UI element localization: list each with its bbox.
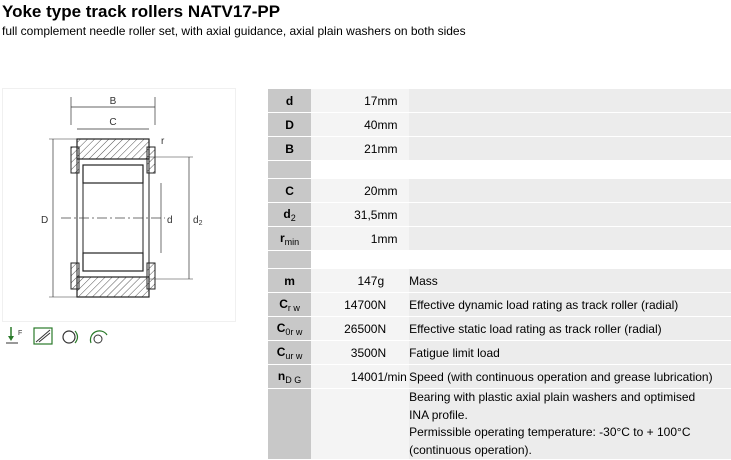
unit-cell: mm — [377, 89, 409, 113]
description-cell: Effective static load rating as track roller (radial) — [409, 317, 731, 341]
value-cell: 1 — [311, 227, 377, 251]
unit-cell: mm — [377, 203, 409, 227]
description-cell — [409, 227, 731, 251]
table-row — [268, 317, 731, 341]
symbol-cell: m — [268, 269, 311, 293]
notes-cell — [409, 389, 731, 460]
bearing-cross-section-drawing — [2, 88, 236, 322]
description-cell — [409, 89, 731, 113]
unit-cell: N — [377, 341, 409, 365]
description-cell — [409, 137, 731, 161]
table-row — [268, 203, 731, 227]
unit-cell: mm — [377, 113, 409, 137]
unit-cell: mm — [377, 227, 409, 251]
table-spacer — [268, 251, 731, 269]
page-subtitle: full complement needle roller set, with axial guidance, axial plain washers on both sides — [2, 24, 466, 38]
note-line: (continuous operation). — [409, 442, 532, 457]
symbol-cell: $d_2$ — [268, 203, 311, 227]
load-direction-icon — [4, 325, 26, 347]
table-row — [268, 89, 731, 113]
table-row — [268, 137, 731, 161]
table-row — [268, 179, 731, 203]
table-row — [268, 269, 731, 293]
dim-label-outer-d: D — [41, 215, 49, 226]
description-cell — [409, 179, 731, 203]
speed-rating-icon — [88, 325, 110, 347]
dim-label-bore-d: d — [167, 215, 173, 226]
description-cell: Effective dynamic load rating as track roller (radial) — [409, 293, 731, 317]
description-cell: Speed (with continuous operation and grease lubrication) — [409, 365, 731, 389]
svg-text:F: F — [18, 330, 23, 337]
specifications-table — [268, 89, 731, 460]
axial-guidance-icon — [32, 325, 54, 347]
table-row — [268, 227, 731, 251]
dim-label-r: r — [161, 136, 165, 147]
value-cell: 20 — [311, 179, 377, 203]
table-row — [268, 293, 731, 317]
symbol-cell: $C_{0r w}$ — [268, 317, 311, 341]
symbol-cell: $n_{D G}$ — [268, 365, 311, 389]
description-cell — [409, 113, 731, 137]
note-line: Permissible operating temperature: -30°C to + 100°C — [409, 425, 691, 439]
symbol-cell: $C_{ur w}$ — [268, 341, 311, 365]
symbol-cell: $C_{r w}$ — [268, 293, 311, 317]
page-title: Yoke type track rollers NATV17-PP — [2, 2, 281, 21]
value-cell: 21 — [311, 137, 377, 161]
bearing-drawing-svg — [3, 89, 235, 321]
dim-label-c: C — [109, 117, 117, 128]
table-spacer — [268, 161, 731, 179]
unit-cell: mm — [377, 137, 409, 161]
unit-cell: mm — [377, 179, 409, 203]
value-cell: 147 — [311, 269, 377, 293]
symbol-cell: C — [268, 179, 311, 203]
note-line: Bearing with plastic axial plain washers and optimised — [409, 390, 696, 404]
unit-cell: N — [377, 293, 409, 317]
lubrication-icon — [60, 325, 82, 347]
value-cell: 31,5 — [311, 203, 377, 227]
description-cell: Mass — [409, 269, 731, 293]
value-cell: 3500 — [311, 341, 377, 365]
note-line: INA profile. — [409, 407, 468, 422]
table-row — [268, 365, 731, 389]
value-cell: 26500 — [311, 317, 377, 341]
property-symbols — [4, 325, 110, 349]
value-cell: 40 — [311, 113, 377, 137]
value-cell: 17 — [311, 89, 377, 113]
dim-label-d2: $d_2$ — [193, 215, 203, 227]
unit-cell: g — [377, 269, 409, 293]
value-cell: 14700 — [311, 293, 377, 317]
table-row — [268, 341, 731, 365]
symbol-cell: $r_{min}$ — [268, 227, 311, 251]
description-cell — [409, 203, 731, 227]
description-cell: Fatigue limit load — [409, 341, 731, 365]
table-row — [268, 113, 731, 137]
unit-cell: N — [377, 317, 409, 341]
symbol-cell: d — [268, 89, 311, 113]
symbol-cell: B — [268, 137, 311, 161]
dim-label-b: B — [109, 96, 117, 107]
unit-cell: 1/min — [377, 365, 409, 389]
symbol-cell: D — [268, 113, 311, 137]
value-cell: 1400 — [311, 365, 377, 389]
notes-row — [268, 389, 731, 460]
